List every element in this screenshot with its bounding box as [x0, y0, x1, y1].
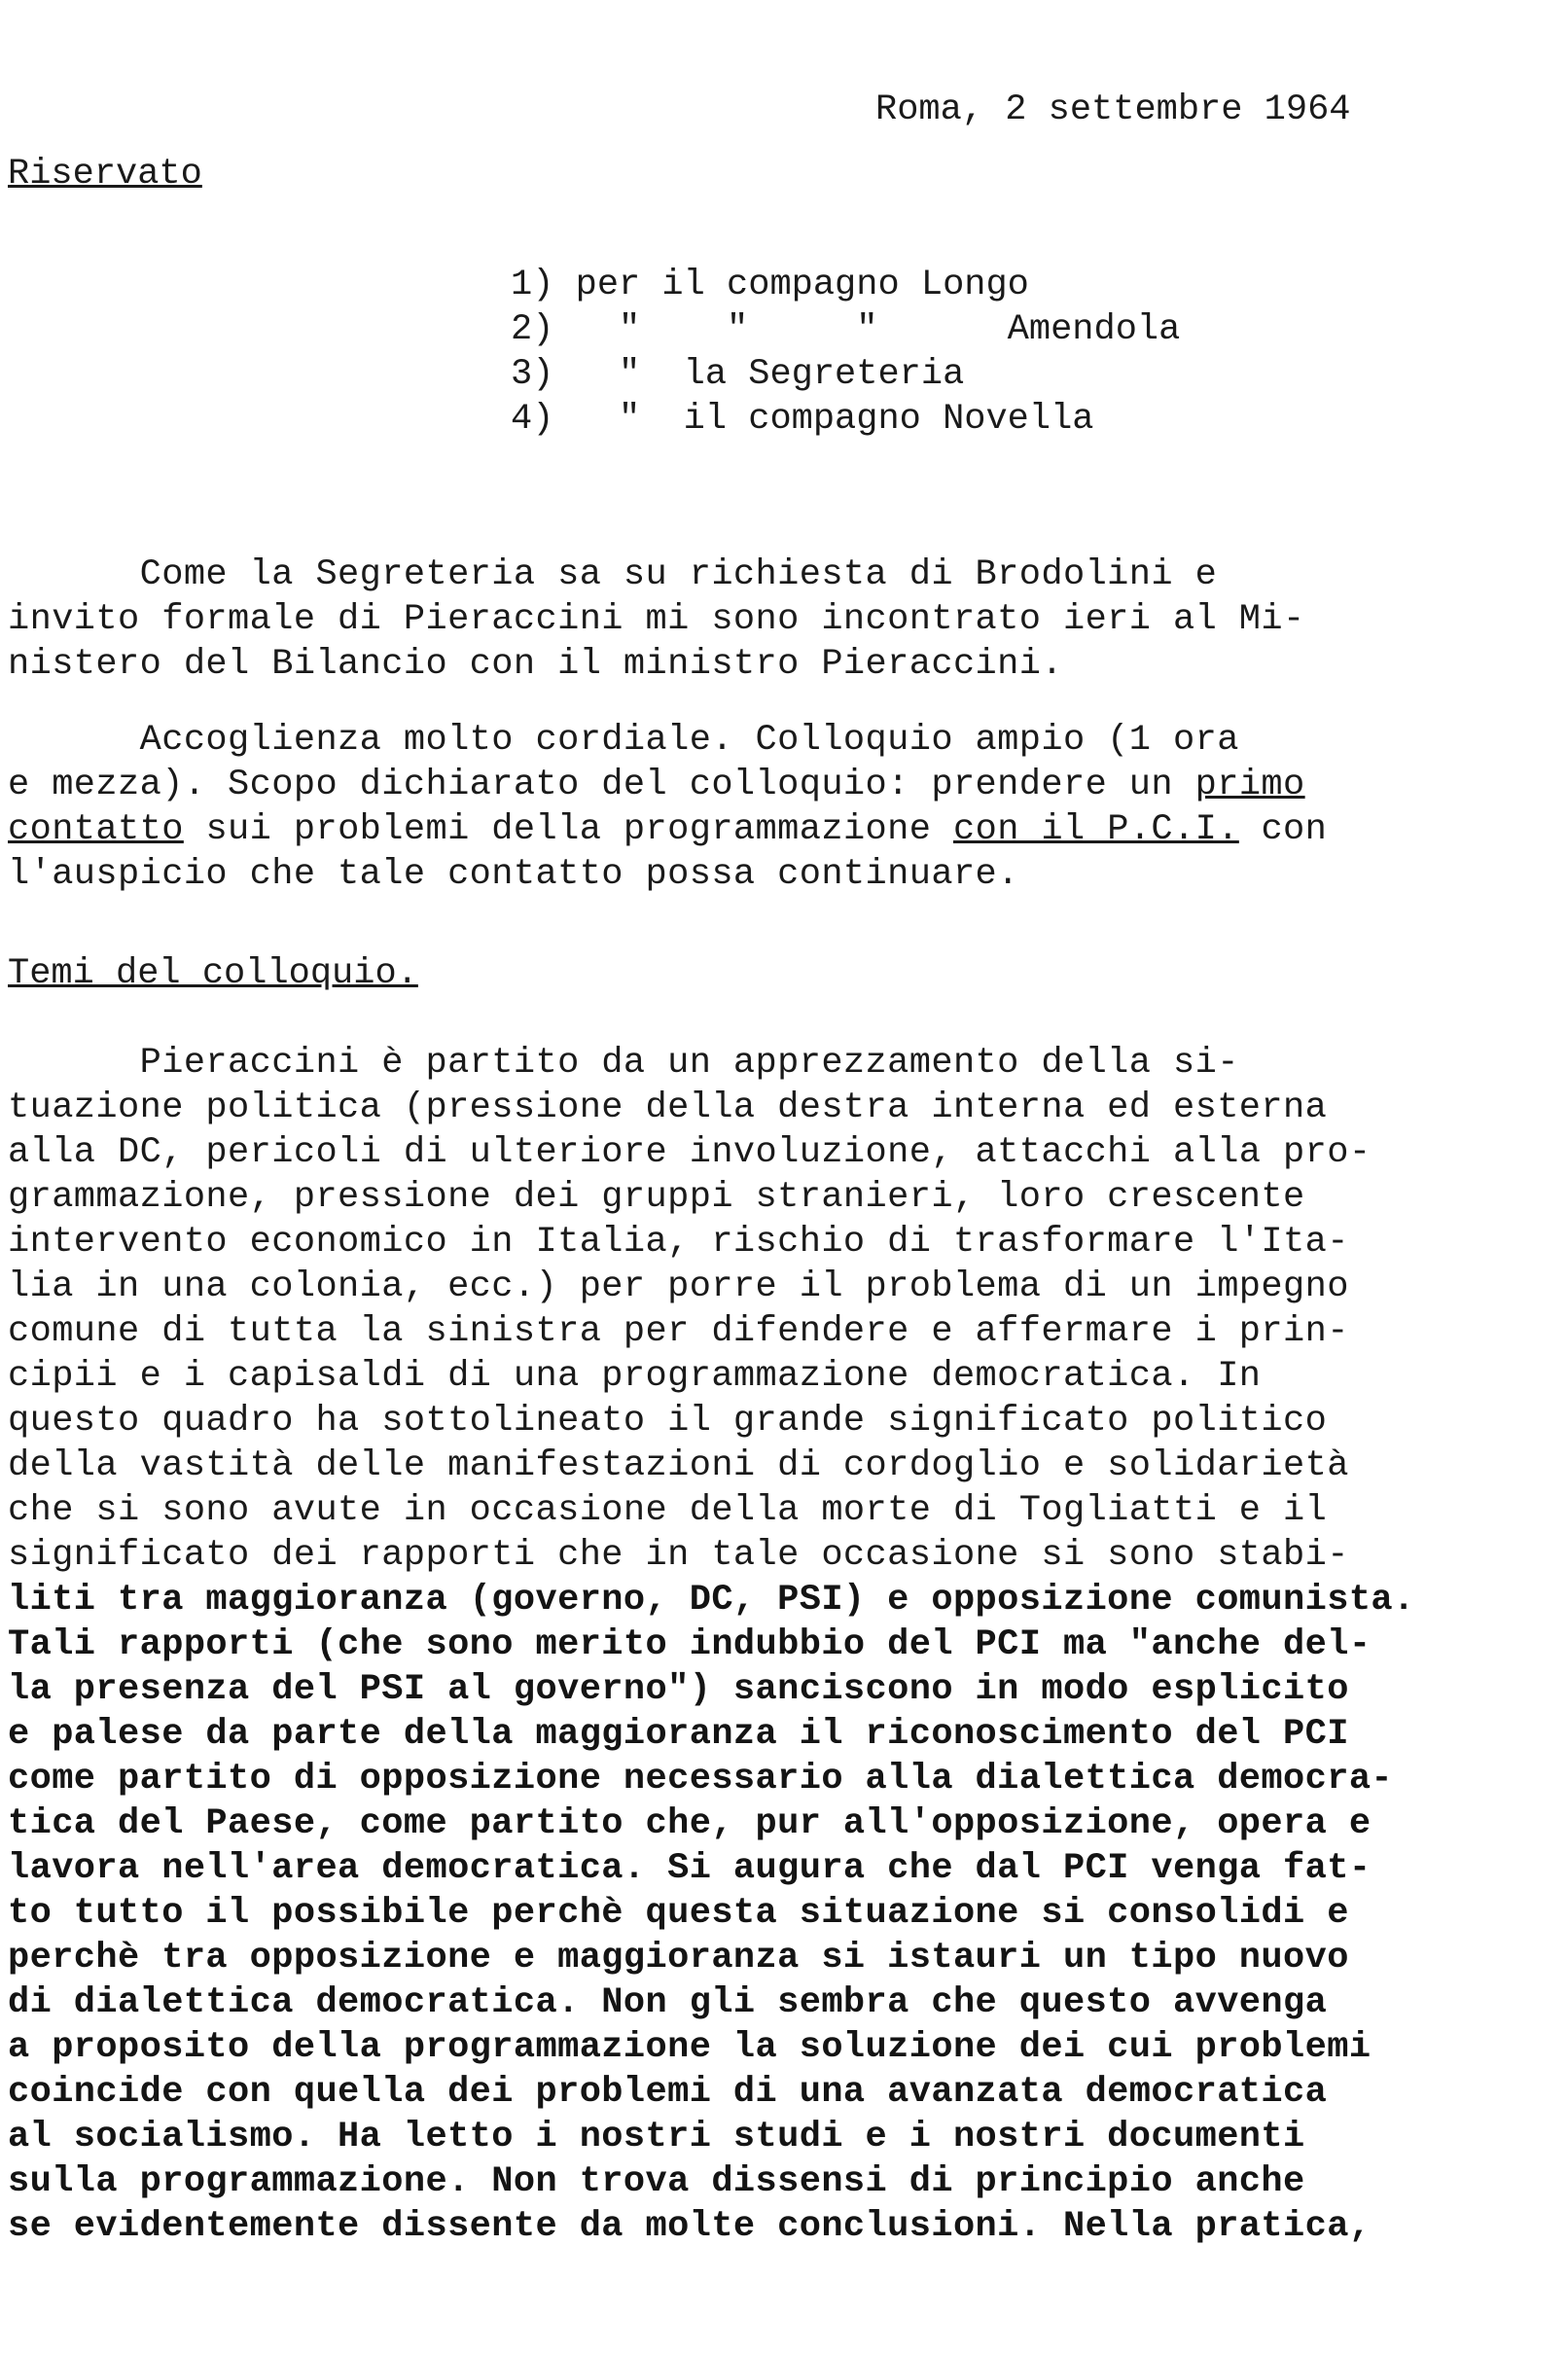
text-line: a proposito della programmazione la soluzione dei cui problemi — [8, 2027, 1372, 2068]
paragraph-topics-dark — [8, 1578, 1415, 2249]
paragraph-topics-light — [8, 1041, 1371, 1578]
text-line: se evidentemente dissente da molte conclusioni. Nella pratica, — [8, 2206, 1372, 2247]
recipient-item: 2) " " " Amendola — [511, 309, 1181, 350]
recipient-item: 3) " la Segreteria — [511, 354, 965, 395]
text-line: liti tra maggioranza (governo, DC, PSI) e opposizione comunista. — [8, 1580, 1415, 1621]
text-segment: con — [1238, 809, 1328, 850]
text-line: al socialismo. Ha letto i nostri studi e i nostri documenti — [8, 2117, 1305, 2157]
text-line: tica del Paese, come partito che, pur all'opposizione, opera e — [8, 1803, 1372, 1844]
text-line: come partito di opposizione necessario alla dialettica democra- — [8, 1759, 1394, 1800]
recipient-list — [511, 263, 1180, 442]
text-line: intervento economico in Italia, rischio di trasformare l'Ita- — [8, 1222, 1349, 1263]
text-line: l'auspicio che tale contatto possa continuare. — [8, 854, 1019, 895]
text-line: lia in una colonia, ecc.) per porre il problema di un impegno — [8, 1266, 1349, 1307]
text-line: della vastità delle manifestazioni di cordoglio e solidarietà — [8, 1445, 1349, 1486]
text-line: invito formale di Pieraccini mi sono incontrato ieri al Mi- — [8, 599, 1305, 640]
text-line: Come la Segreteria sa su richiesta di Brodolini e — [8, 554, 1218, 595]
classification-label: Riservato — [8, 154, 202, 195]
underlined-text: con il P.C.I. — [952, 809, 1239, 850]
paragraph-intro — [8, 553, 1305, 687]
text-segment: sui problemi della programmazione — [183, 809, 953, 850]
letter-date: Roma, 2 settembre 1964 — [875, 89, 1351, 130]
text-line: e palese da parte della maggioranza il riconoscimento del PCI — [8, 1714, 1349, 1755]
text-line: lavora nell'area democratica. Si augura che dal PCI venga fat- — [8, 1848, 1372, 1889]
text-line: Pieraccini è partito da un apprezzamento della si- — [8, 1043, 1239, 1084]
text-line: coincide con quella dei problemi di una avanzata democratica — [8, 2072, 1328, 2113]
text-line: significato dei rapporti che in tale occasione si sono stabi- — [8, 1535, 1349, 1576]
text-segment: e mezza). Scopo dichiarato del colloquio: prendere un — [8, 765, 1195, 805]
text-line: comune di tutta la sinistra per difendere e affermare i prin- — [8, 1311, 1349, 1352]
text-line: Accoglienza molto cordiale. Colloquio ampio (1 ora — [8, 720, 1239, 761]
underlined-text: primo — [1194, 765, 1305, 805]
underlined-text: contatto — [8, 809, 184, 850]
text-line: di dialettica democratica. Non gli sembra che questo avvenga — [8, 1982, 1328, 2023]
paragraph-meeting — [8, 718, 1327, 897]
section-heading: Temi del colloquio. — [8, 953, 418, 994]
text-line: tuazione politica (pressione della destra interna ed esterna — [8, 1087, 1328, 1128]
text-line — [8, 763, 1327, 807]
recipient-item: 1) per il compagno Longo — [511, 265, 1029, 305]
text-line — [8, 807, 1327, 852]
text-line: Tali rapporti (che sono merito indubbio del PCI ma "anche del- — [8, 1624, 1372, 1665]
text-line: alla DC, pericoli di ulteriore involuzione, attacchi alla pro- — [8, 1132, 1372, 1173]
text-line: la presenza del PSI al governo") sanciscono in modo esplicito — [8, 1669, 1349, 1710]
text-line: che si sono avute in occasione della morte di Togliatti e il — [8, 1490, 1328, 1531]
text-line: questo quadro ha sottolineato il grande significato politico — [8, 1401, 1328, 1442]
text-line: perchè tra opposizione e maggioranza si istauri un tipo nuovo — [8, 1938, 1349, 1979]
text-line: to tutto il possibile perchè questa situazione si consolidi e — [8, 1893, 1349, 1934]
text-line: sulla programmazione. Non trova dissensi di principio anche — [8, 2161, 1305, 2202]
recipient-item: 4) " il compagno Novella — [511, 399, 1094, 440]
text-line: cipii e i capisaldi di una programmazione democratica. In — [8, 1356, 1262, 1397]
text-line: grammazione, pressione dei gruppi stranieri, loro crescente — [8, 1177, 1305, 1218]
text-line: nistero del Bilancio con il ministro Pieraccini. — [8, 644, 1063, 685]
